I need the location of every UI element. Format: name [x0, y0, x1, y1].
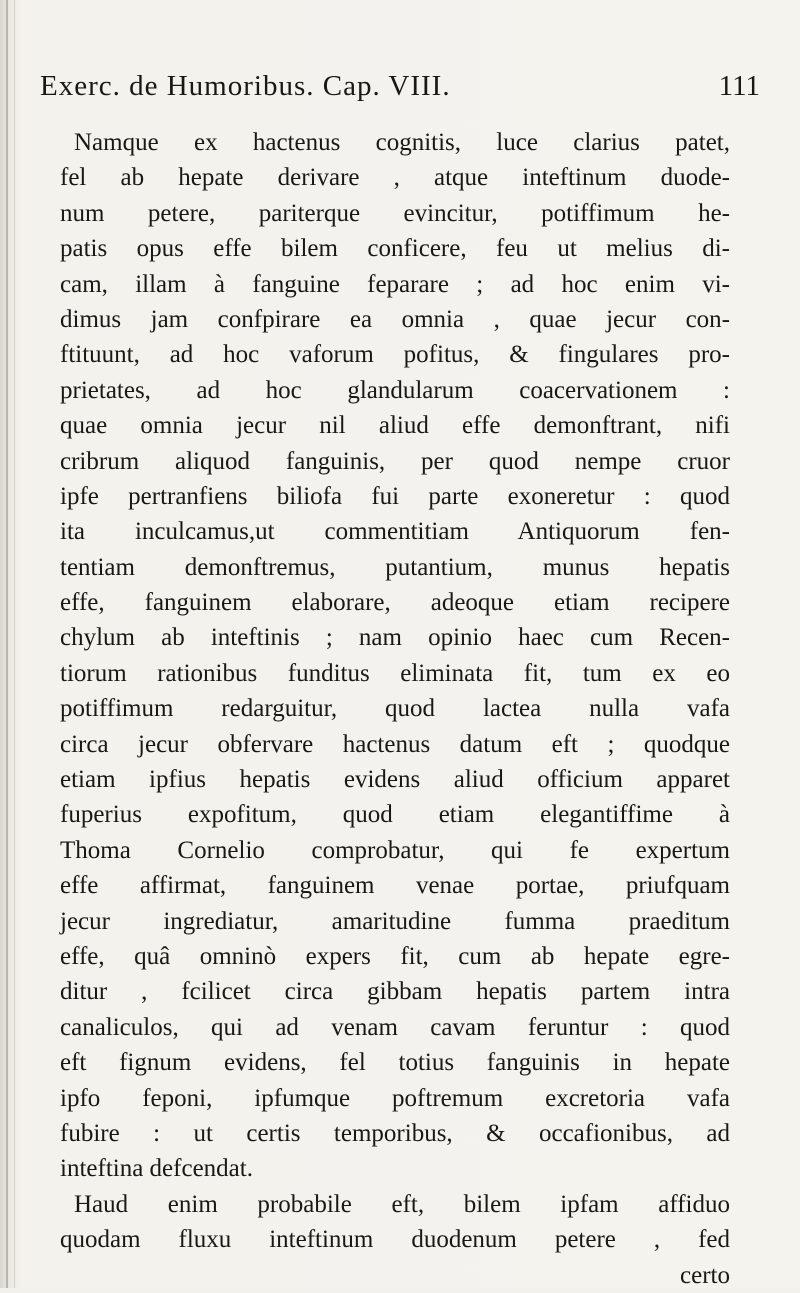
text-line: ita inculcamus,ut commentitiam Antiquorum fen- — [60, 518, 730, 546]
text-line: quodam fluxu inteftinum duodenum petere , fed — [60, 1226, 730, 1254]
text-line: tiorum rationibus funditus eliminata fit, tum ex eo — [60, 659, 730, 687]
text-line: canaliculos, qui ad venam cavam feruntur : quod — [60, 1013, 730, 1041]
text-line: circa jecur obfervare hactenus datum eft ; quodque — [60, 730, 730, 758]
text-line: fubire : ut certis temporibus, & occafionibus, ad — [60, 1119, 730, 1147]
text-line: dimus jam confpirare ea omnia , quae jecur con- — [60, 305, 730, 333]
page-number: 111 — [718, 70, 760, 102]
text-line: effe affirmat, fanguinem venae portae, priufquam — [60, 872, 730, 900]
text-line: effe, fanguinem elaborare, adeoque etiam recipere — [60, 589, 730, 617]
binding-gutter — [6, 0, 8, 1288]
text-line: cam, illam à fanguine feparare ; ad hoc enim vi- — [60, 270, 730, 298]
text-line: eft fignum evidens, fel totius fanguinis in hepate — [60, 1049, 730, 1077]
text-line: num petere, pariterque evincitur, potiffimum he- — [60, 199, 730, 227]
text-line: fel ab hepate derivare , atque inteftinum duode- — [60, 164, 730, 192]
text-line: patis opus effe bilem conficere, feu ut melius di- — [60, 235, 730, 263]
text-line: ipfo feponi, ipfumque poftremum excretoria vafa — [60, 1084, 730, 1112]
binding-gutter-shadow — [14, 0, 15, 1288]
text-line: Thoma Cornelio comprobatur, qui fe expertum — [60, 836, 730, 864]
text-line: inteftina defcendat. — [60, 1155, 253, 1183]
text-line: prietates, ad hoc glandularum coacervationem : — [60, 376, 730, 404]
text-line: Namque ex hactenus cognitis, luce clarius patet, — [74, 129, 730, 156]
body-text — [60, 125, 730, 1293]
text-line: tentiam demonftremus, putantium, munus hepatis — [60, 553, 730, 581]
text-line: jecur ingrediatur, amaritudine fumma praeditum — [60, 907, 730, 935]
catchword: certo — [680, 1261, 730, 1289]
running-head-title: Exerc. de Humoribus. Cap. VIII. — [40, 70, 451, 102]
text-line: quae omnia jecur nil aliud effe demonftrant, nifi — [60, 412, 730, 440]
text-line: ditur , fcilicet circa gibbam hepatis partem intra — [60, 978, 730, 1006]
text-line: etiam ipfius hepatis evidens aliud officium apparet — [60, 766, 730, 794]
text-line: ipfe pertranfiens biliofa fui parte exoneretur : quod — [60, 482, 730, 510]
text-line: fuperius expofitum, quod etiam elegantiffime à — [60, 801, 730, 829]
text-line: effe, quâ omninò expers fit, cum ab hepate egre- — [60, 942, 730, 970]
text-line: Haud enim probabile eft, bilem ipfam affiduo — [74, 1190, 730, 1218]
text-line: potiffimum redarguitur, quod lactea nulla vafa — [60, 695, 730, 723]
text-line: chylum ab inteftinis ; nam opinio haec cum Recen- — [60, 624, 730, 652]
text-line: ftituunt, ad hoc vaforum pofitus, & fingulares pro- — [60, 341, 730, 369]
running-head — [40, 70, 760, 120]
text-line: cribrum aliquod fanguinis, per quod nempe cruor — [60, 447, 730, 475]
